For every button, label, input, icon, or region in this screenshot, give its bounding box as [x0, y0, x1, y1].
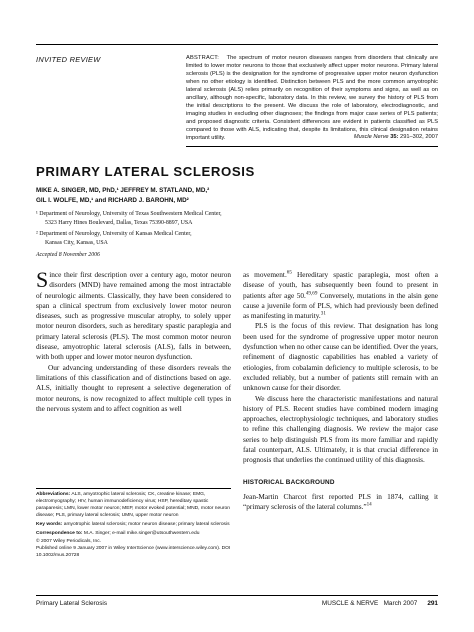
paragraph — [243, 270, 438, 321]
section-label: INVITED REVIEW — [36, 55, 101, 64]
top-rule — [36, 44, 438, 45]
paragraph-text: Jean-Martin Charcot first reported PLS in 1874, calling it “primary sclerosis of the lateral columns.” — [243, 491, 438, 512]
affiliation-1-line-2: 5323 Harry Hines Boulevard, Dallas, Texas 75390-8897, USA — [45, 219, 193, 226]
accepted-date: Accepted 8 November 2006 — [36, 252, 100, 258]
abbreviations-note — [36, 492, 231, 520]
abbreviations-text: ALS, amyotrophic lateral sclerosis; CK, creatine kinase; EMG, electromyography; HIV, human immunodeficiency virus; HSP, hereditary spastic paraparesis; LMN, lower motor neuron; MEP, motor evoked potential; MND, motor neuron disease; PLS, primary lateral sclerosis; UMN, upper motor neuron — [36, 492, 230, 518]
running-footer — [322, 600, 438, 607]
running-title: Primary Lateral Sclerosis — [36, 600, 108, 607]
paragraph: PLS is the focus of this review. That designation has long been used for the syndrome of progressive upper motor neuron dysfunction when no other cause can be identified. Over the years, refinement of diagnostic capabilities has enabled a variety of etiologies, from cobalamin deficiency to multiple sclerosis, to be excluded reliably, but a number of patients still remain with an unknown cause for their disorder. — [243, 321, 438, 393]
journal-citation — [186, 134, 438, 140]
abstract-lead: ABSTRACT: — [186, 55, 220, 61]
authors-line-1: MIKE A. SINGER, MD, PhD,¹ JEFFREY M. STATLAND, MD,² — [36, 187, 210, 194]
abbreviations-label: Abbreviations: — [36, 492, 71, 497]
author-list — [36, 186, 438, 206]
reference-superscript: 31 — [320, 310, 326, 317]
body-column-right — [243, 270, 438, 513]
reference-superscript: 65 — [286, 269, 292, 276]
affiliations — [36, 210, 438, 247]
footnotes — [36, 492, 231, 562]
affiliation-2-line-1: ² Department of Neurology, University of Kansas Medical Center, — [36, 231, 192, 238]
abstract-text: The spectrum of motor neuron diseases ranges from disorders that clinically are limited to lower motor neurons to those that exclusively affect upper motor neurons. Primary lateral sclerosis (PLS) is the designation for the syndrome of progressive upper motor neuron dysfunction when no other etiology is identified. Distinction between PLS and the more common amyotrophic lateral sclerosis (ALS) relies primarily on recognition of their symptoms and signs, as well as on ancillary, although non-specific, laboratory data. In this review, we survey the history of PLS from the initial descriptions to the present. We discuss the role of laboratory, electrodiagnostic, and imaging studies in excluding other diagnoses; the findings from major case series of PLS patients; and proposed diagnostic criteria. Consistent differences are evident in patients classified as PLS compared to those with ALS, indicating that, despite its limitations, this clinical designation retains important utility. — [186, 55, 438, 141]
citation-volume: 35: — [390, 134, 399, 140]
drop-cap: S — [36, 267, 49, 292]
paragraph-text: Hereditary spastic paraplegia, most often a disease of youth, has subsequently been found to present in patients after age 50. — [243, 270, 438, 300]
citation-journal: Muscle Nerve — [353, 134, 389, 140]
footer-date: March 2007 — [383, 600, 418, 607]
authors-line-2: GIL I. WOLFE, MD,¹ and RICHARD J. BAROHN, MD² — [36, 197, 189, 204]
copyright-text: © 2007 Wiley Periodicals, Inc. — [36, 539, 102, 545]
affiliation-2-line-2: Kansas City, Kansas, USA — [45, 239, 108, 246]
citation-pages: 291–302, 2007 — [400, 134, 438, 140]
correspondence-label: Correspondence to: — [36, 530, 83, 536]
section-heading: HISTORICAL BACKGROUND — [243, 478, 335, 486]
correspondence-note — [36, 531, 231, 538]
abstract-rule — [186, 146, 438, 147]
paragraph: We discuss here the characteristic manifestations and natural history of PLS. Recent studies have combined modern imaging approaches, electrophysiologic techniques, and laboratory studies to refine this challenging diagnosis. We review the major case series to help distinguish PLS from its more familiar and rapidly fatal counterpart, ALS. Ultimately, it is that crucial difference in prognosis that underlies the continued utility of this diagnosis. — [243, 393, 438, 465]
keywords-note — [36, 522, 231, 529]
footnote-rule — [36, 488, 231, 489]
body-column-left — [36, 267, 231, 414]
keywords-label: Key words: — [36, 521, 63, 527]
paragraph-text: ince their first description over a century ago, motor neuron disorders (MND) have remained among the most intractable of neurologic ailments. Classically, they have been considered to span a clinical spectrum from exclusively lower motor neuron diseases, such as progressive muscular atrophy, to solely upper motor neuron disorders, such as hereditary spastic paraplegia and primary lateral sclerosis (PLS). The most common motor neuron disease, amyotrophic lateral sclerosis (ALS), falls in between, with both upper and lower motor neuron dysfunction. — [36, 270, 231, 362]
footer-journal: MUSCLE & NERVE — [321, 600, 379, 607]
paragraph-text: as movement. — [243, 270, 287, 279]
page-number: 291 — [427, 600, 438, 607]
article-title: PRIMARY LATERAL SCLEROSIS — [36, 164, 255, 179]
reference-superscript: 49,69 — [305, 290, 318, 297]
correspondence-text: M.A. Singer; e-mail mike.singer@utsouthwestern.edu — [83, 530, 200, 536]
paragraph — [36, 267, 231, 363]
footer-rule — [36, 595, 438, 596]
copyright-note — [36, 539, 231, 560]
paragraph: Our advancing understanding of these disorders reveals the limitations of this classification and of distinctions based on age. ALS, initially thought to represent a selective degeneration of motor neurons, is now recognized to affect multiple cell types in the nervous system and to affect cognition as well — [36, 362, 231, 413]
abstract — [186, 54, 438, 142]
published-text: Published online 9 January 2007 in Wiley InterScience (www.interscience.wiley.com). DOI 10.1002/mus.20728 — [36, 546, 231, 559]
affiliation-1-line-1: ¹ Department of Neurology, University of Texas Southwestern Medical Center, — [36, 211, 222, 217]
keywords-text: amyotrophic lateral sclerosis; motor neuron disease; primary lateral sclerosis — [63, 521, 230, 527]
reference-superscript: 14 — [366, 501, 372, 508]
paragraph-text: Conversely, mutations in the alsin gene cause a juvenile form of PLS, which had previously been defined as manifesting in maturity. — [243, 290, 438, 321]
paragraph — [243, 492, 438, 513]
